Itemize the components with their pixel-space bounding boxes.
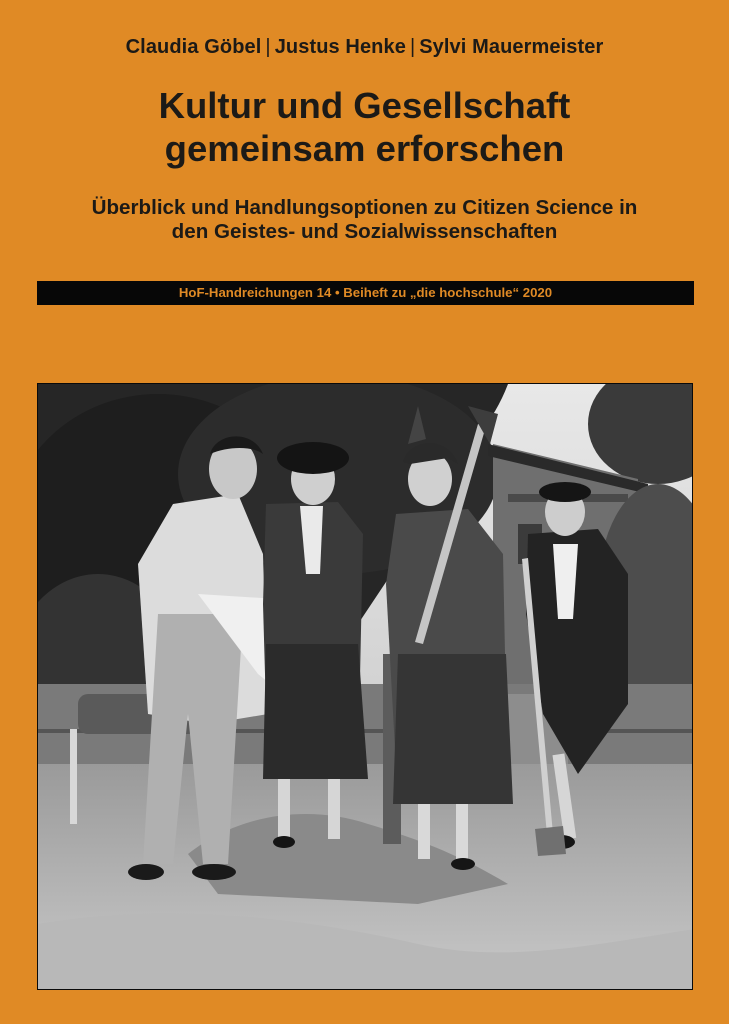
subtitle-line: Überblick und Handlungsoptionen zu Citizen Science in (91, 196, 638, 219)
author-line (0, 36, 729, 59)
black-and-white-photo-digging-scene (38, 384, 693, 990)
title-line: gemeinsam erforschen (164, 128, 565, 169)
cover-photo (37, 383, 693, 990)
author-name: Claudia Göbel (125, 36, 262, 58)
author-name: Sylvi Mauermeister (419, 36, 604, 58)
series-banner (37, 281, 694, 305)
book-title (0, 84, 729, 170)
series-text: HoF-Handreichungen 14 • Beiheft zu „die hochschule“ 2020 (178, 285, 553, 300)
author-separator: | (409, 36, 416, 58)
author-name: Justus Henke (274, 36, 406, 58)
author-separator: | (265, 36, 271, 58)
book-subtitle (20, 196, 709, 244)
subtitle-line: den Geistes- und Sozialwissenschaften (171, 220, 558, 243)
title-line: Kultur und Gesellschaft (158, 85, 571, 126)
